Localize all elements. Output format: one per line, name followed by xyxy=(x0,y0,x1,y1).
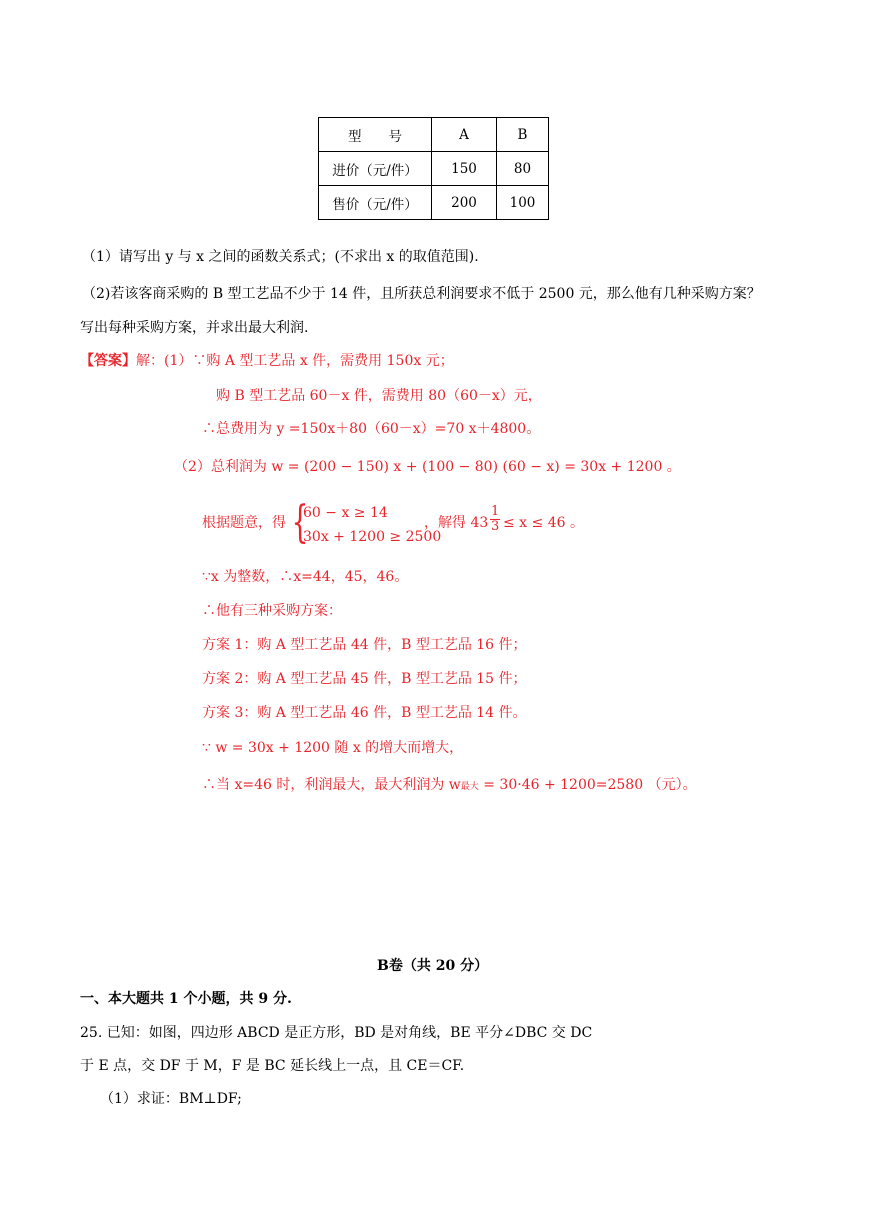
price-table xyxy=(318,117,549,220)
question-25-sub-1: （1）求证：BM⊥DF; xyxy=(100,1091,242,1107)
section-b-part: 一、本大题共 1 个小题，共 9 分. xyxy=(80,991,292,1007)
table-cell: 100 xyxy=(497,186,549,220)
answer-tag: 【答案】 xyxy=(80,353,136,369)
table-cell: 150 xyxy=(432,152,497,186)
plan-1: 方案 1：购 A 型工艺品 44 件，B 型工艺品 16 件； xyxy=(202,637,527,653)
table-cell: 80 xyxy=(497,152,549,186)
table-cell: 进价（元/件） xyxy=(319,152,432,186)
question-25-line-2: 于 E 点，交 DF 于 M，F 是 BC 延长线上一点，且 CE＝CF. xyxy=(80,1058,465,1074)
table-cell: 售价（元/件） xyxy=(319,186,432,220)
answer-line-5-prefix: 根据题意，得 xyxy=(202,515,286,531)
answer-line-5-suffix: ≤ x ≤ 46 。 xyxy=(503,515,584,531)
system-bottom: 30x + 1200 ≥ 2500 xyxy=(303,529,442,545)
section-b-title: B卷（共 20 分） xyxy=(377,958,489,974)
answer-line-9-prefix: ∴当 x=46 时，利润最大，最大利润为 w xyxy=(202,777,461,793)
answer-line-9 xyxy=(202,775,697,797)
answer-line-5-mid: ，解得 43 xyxy=(424,515,489,531)
answer-block xyxy=(80,351,454,371)
answer-line-1: 解：(1）∵购 A 型工艺品 x 件，需费用 150x 元； xyxy=(136,353,454,369)
table-row xyxy=(319,186,549,220)
answer-line-7: ∴他有三种采购方案： xyxy=(202,603,342,619)
answer-line-4: （2）总利润为 w = (200 − 150) x + (100 − 80) (60 − x) = 30x + 1200 。 xyxy=(174,459,681,475)
system-top: 60 − x ≥ 14 xyxy=(303,505,388,521)
question-2-line-1: （2)若该客商采购的 B 型工艺品不少于 14 件，且所获总利润要求不低于 2500 元，那么他有几种采购方案？ xyxy=(82,286,761,302)
answer-line-9-suffix: = 30·46 + 1200=2580 （元）。 xyxy=(478,777,697,793)
answer-line-3: ∴总费用为 y =150x＋80（60－x）=70 x＋4800。 xyxy=(202,421,541,437)
question-1: （1）请写出 y 与 x 之间的函数关系式；(不求出 x 的取值范围). xyxy=(82,249,479,265)
fraction-denominator: 3 xyxy=(491,519,500,534)
question-25-line-1: 25. 已知：如图，四边形 ABCD 是正方形，BD 是对角线，BE 平分∠DBC 交 DC xyxy=(80,1025,593,1041)
system-brace: { xyxy=(291,497,309,548)
table-cell: A xyxy=(432,118,497,152)
answer-line-8: ∵ w = 30x + 1200 随 x 的增大而增大， xyxy=(202,740,464,756)
table-cell: 型 号 xyxy=(319,118,432,152)
answer-line-2: 购 B 型工艺品 60－x 件，需费用 80（60－x）元， xyxy=(216,388,542,404)
table-row xyxy=(319,152,549,186)
table-header-row xyxy=(319,118,549,152)
table-cell: B xyxy=(497,118,549,152)
answer-line-6: ∵x 为整数，∴x=44，45，46。 xyxy=(202,569,409,585)
plan-2: 方案 2：购 A 型工艺品 45 件，B 型工艺品 15 件； xyxy=(202,671,527,687)
answer-line-9-subscript: 最大 xyxy=(460,782,479,792)
table-cell: 200 xyxy=(432,186,497,220)
fraction xyxy=(490,505,500,534)
fraction-numerator: 1 xyxy=(491,504,500,519)
plan-3: 方案 3：购 A 型工艺品 46 件，B 型工艺品 14 件。 xyxy=(202,705,527,721)
question-2-line-2: 写出每种采购方案，并求出最大利润. xyxy=(80,320,309,336)
